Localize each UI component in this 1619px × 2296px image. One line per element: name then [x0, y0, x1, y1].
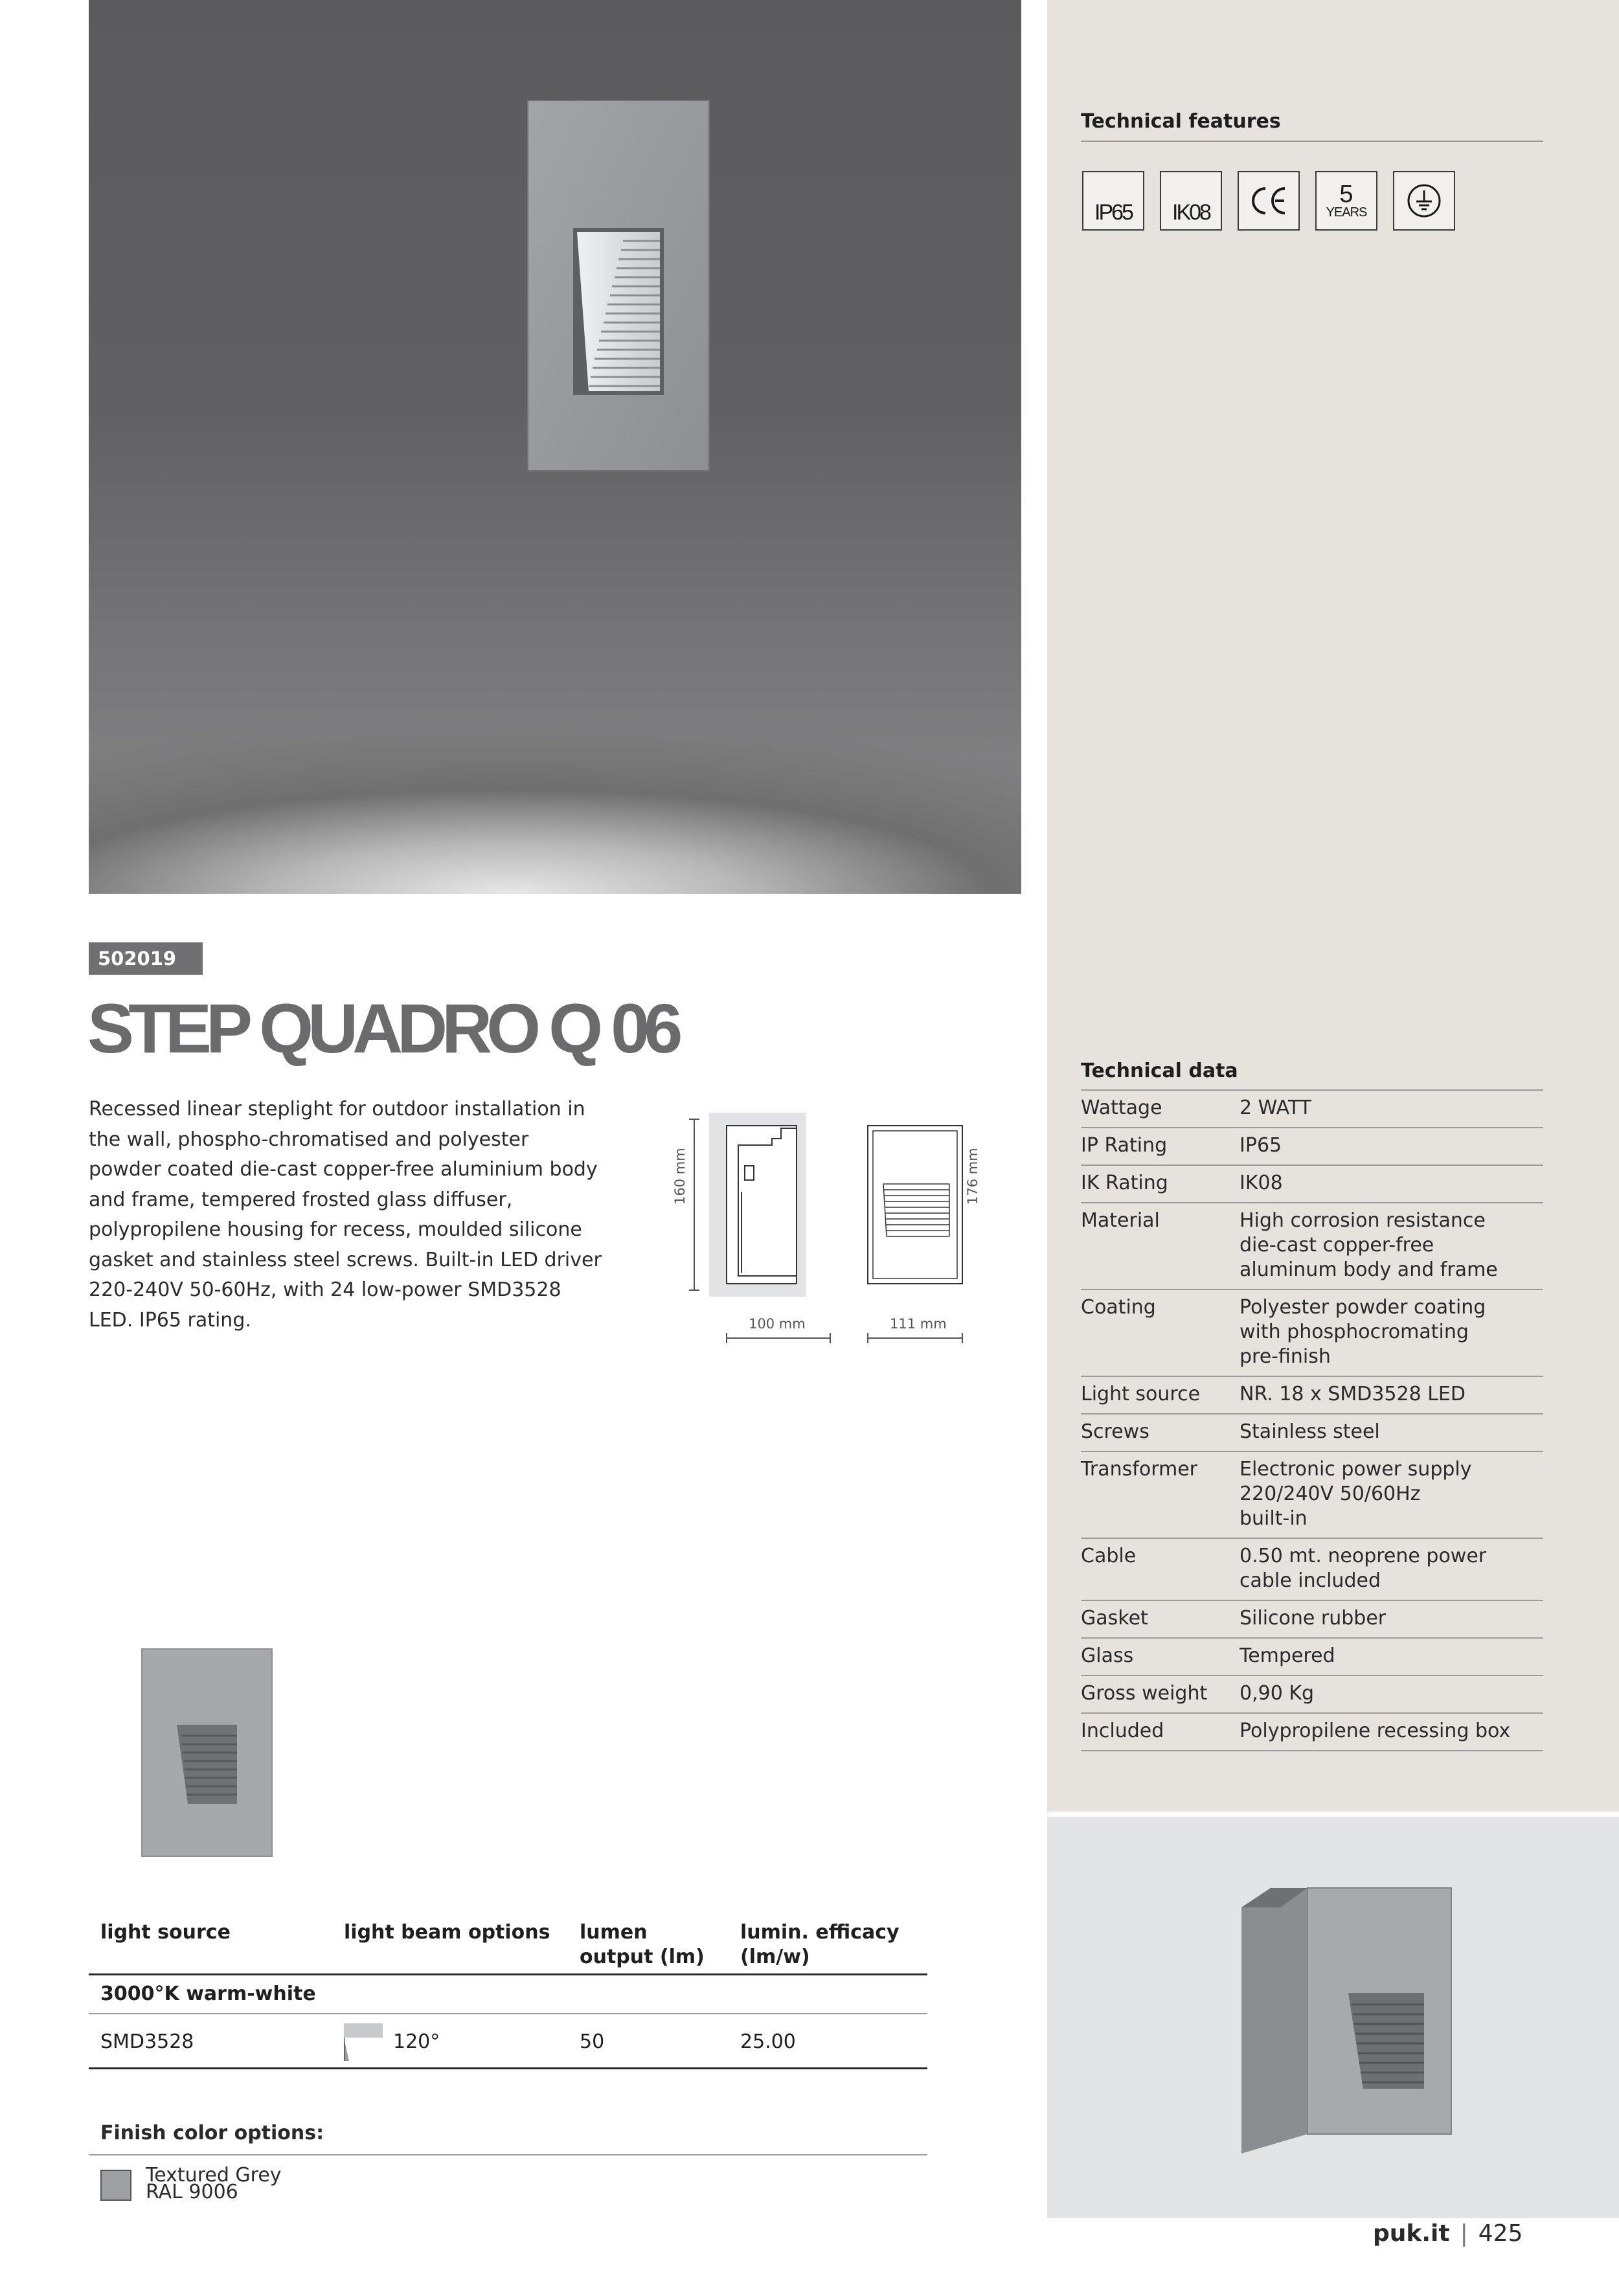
- product-code: 502019: [89, 942, 203, 975]
- dimension-label-height-176: 176 mm: [965, 1148, 980, 1205]
- footer-brand: puk.it: [1373, 2220, 1450, 2247]
- light-source-table: [89, 1920, 927, 2069]
- table-row: IK Rating IK08: [1081, 1166, 1543, 1203]
- warranty-number: 5: [1339, 181, 1353, 208]
- divider: [1081, 141, 1543, 142]
- cell-lumen: 50: [580, 2030, 605, 2053]
- table-row: Screws Stainless steel: [1081, 1415, 1543, 1452]
- finish-color-label: Textured Grey RAL 9006: [146, 2164, 282, 2203]
- cell-beam: [344, 2023, 580, 2061]
- header-beam: light beam options: [344, 1921, 550, 1944]
- finish-options-title: Finish color options:: [100, 2122, 324, 2144]
- header-lumen: lumen output (lm): [580, 1921, 705, 1968]
- ip-rating-badge: IP65: [1082, 171, 1144, 231]
- table-row: Light source NR. 18 x SMD3528 LED: [1081, 1377, 1543, 1415]
- table-row: [89, 2014, 927, 2069]
- grey-steplight-render: [141, 1648, 273, 1857]
- technical-data-table: [1081, 1091, 1543, 1751]
- cell-source: SMD3528: [100, 2030, 194, 2053]
- recessing-box-render: [1047, 1817, 1619, 2218]
- feature-badges: [1082, 171, 1455, 231]
- table-row: Material High corrosion resistance die-cast copper-free aluminum body and frame: [1081, 1203, 1543, 1290]
- header-light-source: light source: [100, 1921, 231, 1944]
- product-description: Recessed linear steplight for outdoor installation in the wall, phospho-chromatised and polyester powder coated die-cast copper-free aluminium body and frame, tempered frosted glass diffuser, polypropilene housing for recess, moulded silicone gasket and stainless steel screws. Built-in LED driver 220-240V 50-60Hz, with 24 low-power SMD3528 LED. IP65 rating.: [89, 1098, 602, 1332]
- footer-separator: |: [1460, 2220, 1468, 2247]
- beam-angle-icon: [344, 2023, 384, 2061]
- steplight-wall-render: [89, 0, 1021, 894]
- page-number: 425: [1478, 2220, 1523, 2247]
- warranty-badge: [1315, 171, 1377, 231]
- dimension-label-height-160: 160 mm: [672, 1148, 688, 1205]
- cell-beam-angle: 120°: [393, 2030, 440, 2053]
- ik-rating-badge: IK08: [1160, 171, 1222, 231]
- color-temperature-group: 3000°K warm-white: [89, 1975, 927, 2014]
- dimension-label-width-111: 111 mm: [890, 1316, 947, 1332]
- earth-ground-badge: [1393, 171, 1455, 231]
- technical-features-title: Technical features: [1081, 110, 1281, 133]
- cell-efficacy: 25.00: [740, 2030, 796, 2053]
- warranty-unit: YEARS: [1326, 205, 1367, 220]
- technical-drawing: [661, 1101, 984, 1360]
- dimension-label-width-100: 100 mm: [749, 1316, 806, 1332]
- ce-mark-icon: [1248, 185, 1289, 217]
- header-efficacy: lumin. efficacy (lm/w): [740, 1921, 900, 1968]
- product-title: STEP QUADRO Q 06: [87, 989, 677, 1067]
- table-row: Included Polypropilene recessing box: [1081, 1714, 1543, 1751]
- table-row: IP Rating IP65: [1081, 1128, 1543, 1166]
- table-row: Glass Tempered: [1081, 1639, 1543, 1676]
- table-row: Coating Polyester powder coating with phosphocromating pre-finish: [1081, 1290, 1543, 1377]
- product-photo: [89, 0, 1021, 894]
- technical-data-title: Technical data: [1081, 1060, 1238, 1082]
- table-row: Cable 0.50 mt. neoprene power cable included: [1081, 1539, 1543, 1601]
- recessing-box-photo: [1047, 1817, 1619, 2218]
- finish-color-swatch: [100, 2170, 131, 2201]
- table-row: Gross weight 0,90 Kg: [1081, 1676, 1543, 1714]
- table-row: Gasket Silicone rubber: [1081, 1601, 1543, 1639]
- table-row: Wattage 2 WATT: [1081, 1091, 1543, 1128]
- ground-icon: [1405, 181, 1444, 220]
- table-header: [89, 1920, 927, 1975]
- divider: [89, 2154, 927, 2155]
- finish-product-photo: [141, 1648, 273, 1857]
- page-footer: [1373, 2220, 1523, 2247]
- ce-mark-badge: [1238, 171, 1300, 231]
- table-row: Transformer Electronic power supply 220/240V 50/60Hz built-in: [1081, 1452, 1543, 1539]
